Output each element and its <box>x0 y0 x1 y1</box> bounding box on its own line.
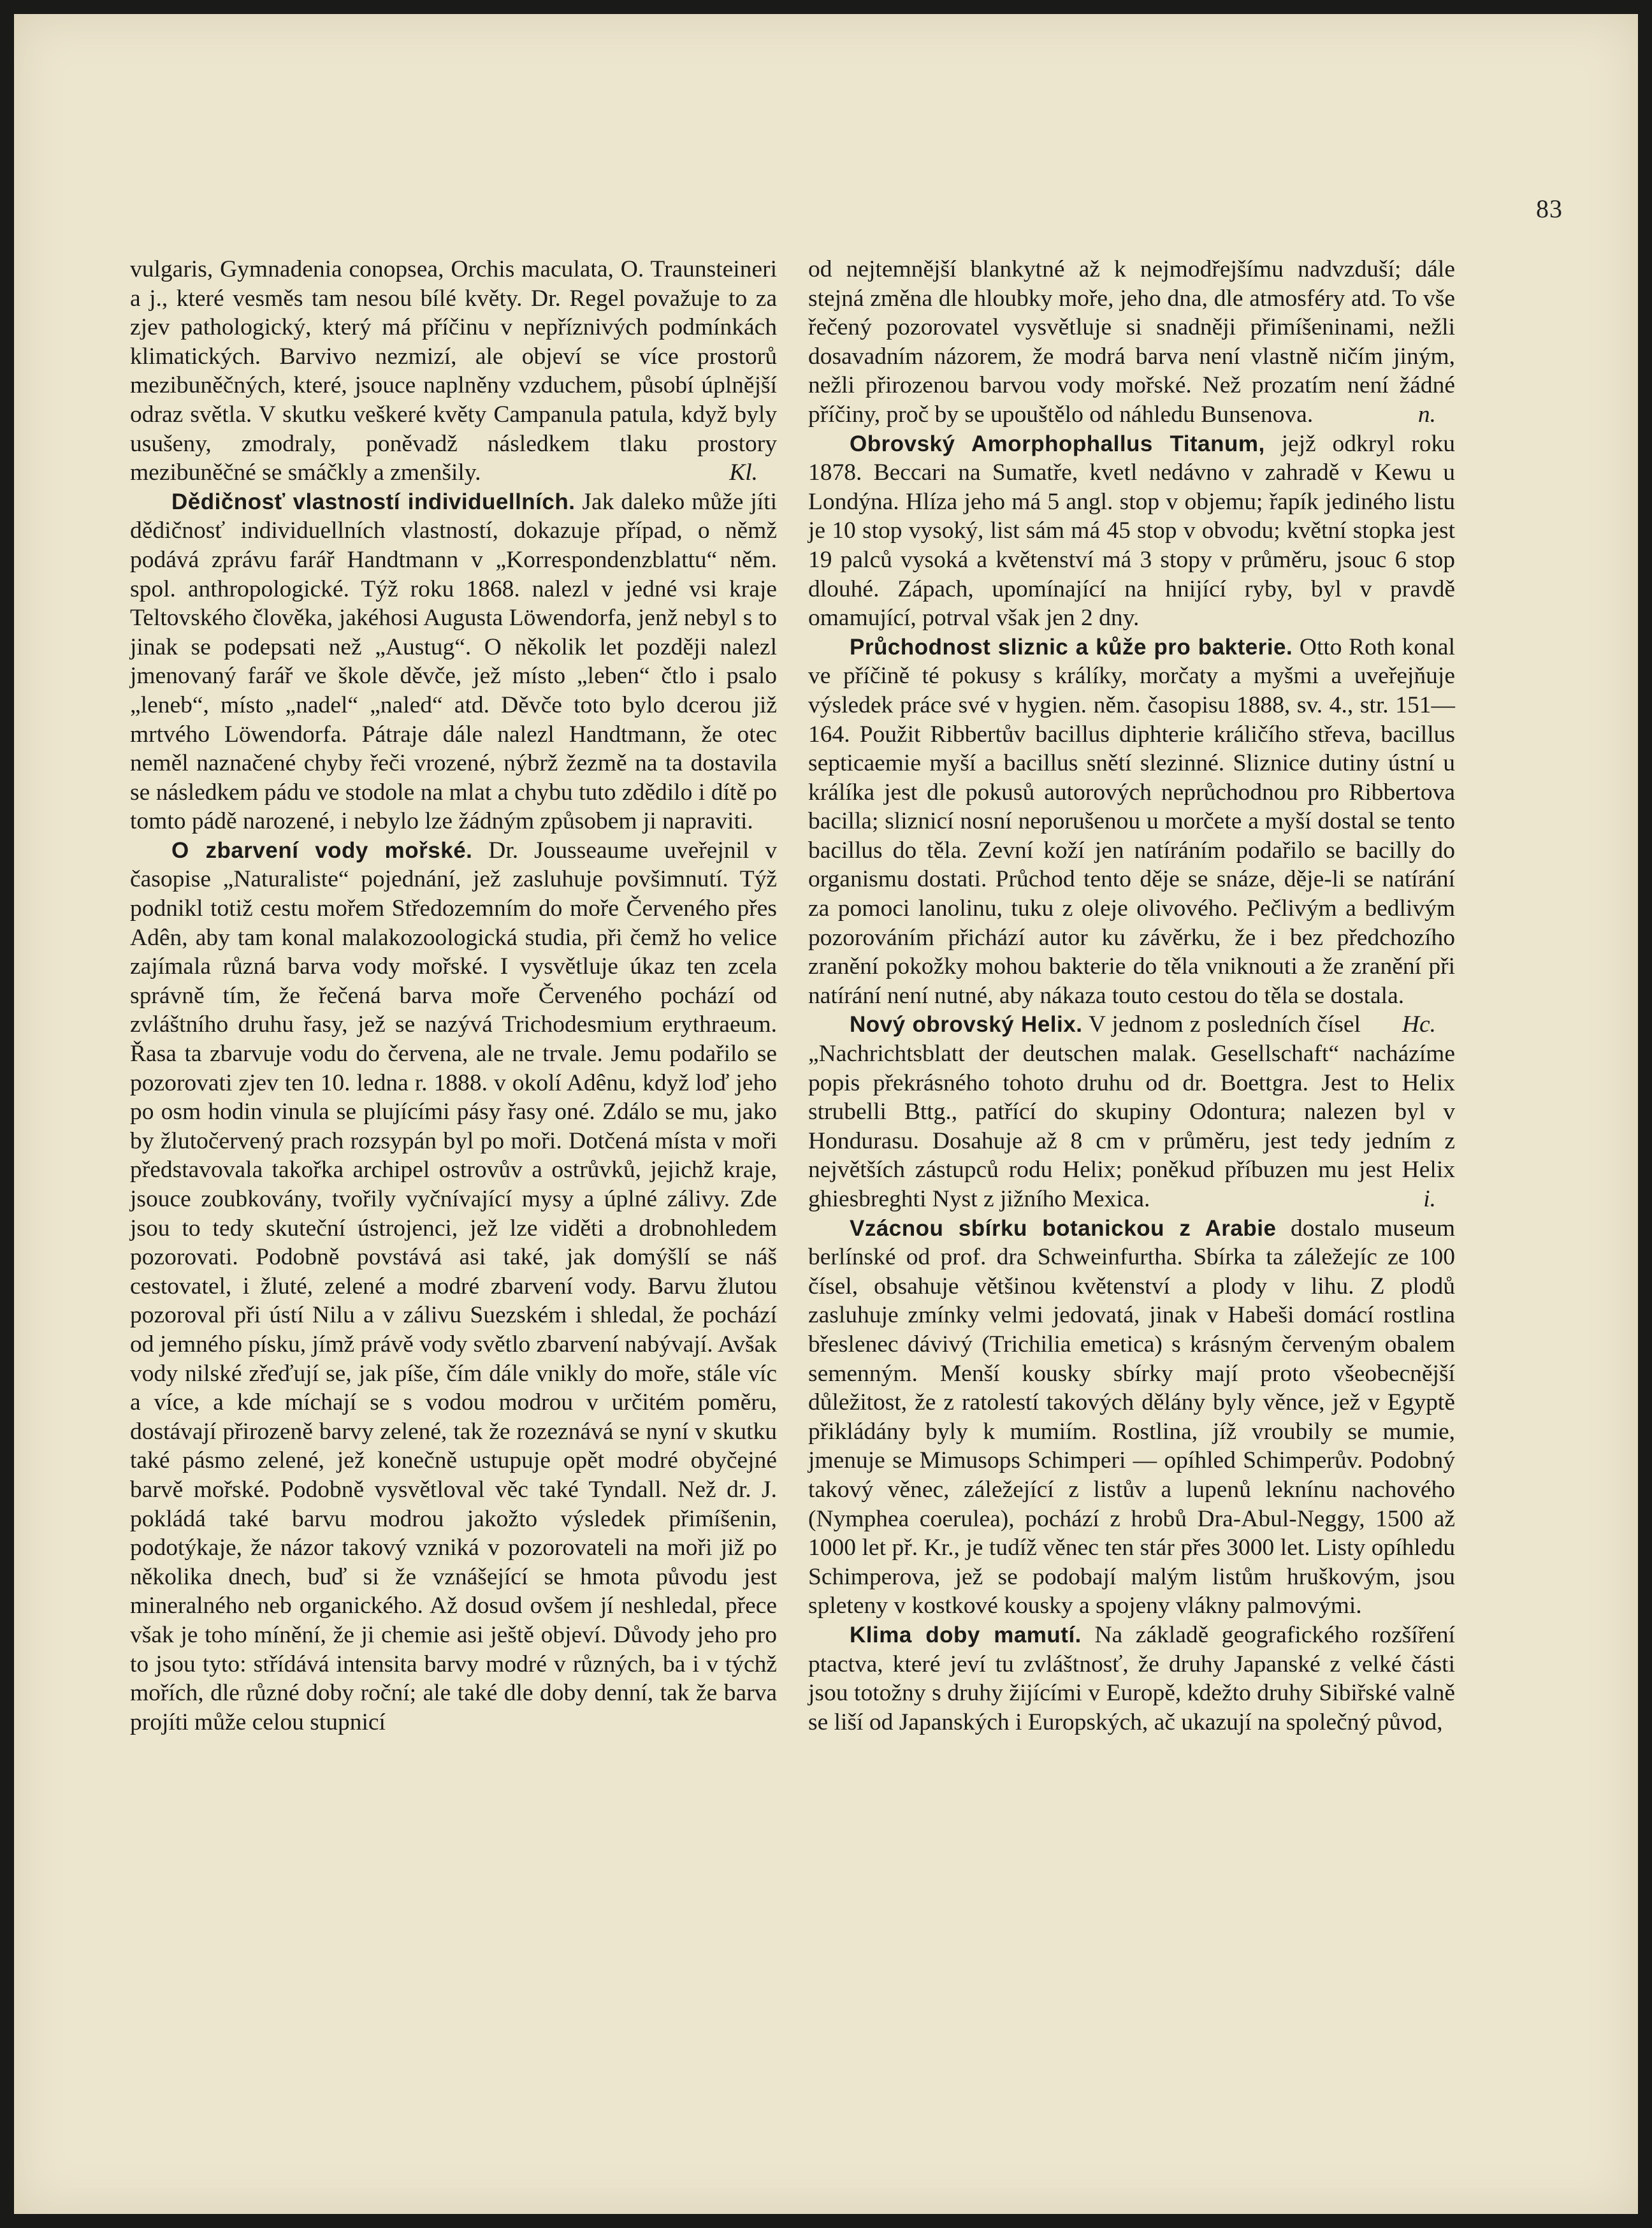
article-heading: O zbarvení vody mořské. <box>171 837 473 863</box>
author-signature: Kl. <box>729 459 758 486</box>
article-text: V jednom z posledních čísel „Nachrichtsblatt der deutschen malak. Gesellschaft“ nacházíme popis překrásného tohoto druhu od dr. Boettgra. Jest to Helix strubelli Bttg., patřící do skupiny Odontura; nalezen byl v Hondurasu. Dosahuje až 8 cm v průměru, jest tedy jedním z největších zástupců rodu Helix; poněkud příbuzen mu jest Helix ghiesbreghti Nyst z jižního Mexica. <box>808 1011 1455 1212</box>
author-signature: n. <box>1417 401 1436 428</box>
article-heading: Klima doby mamutí. <box>850 1622 1082 1647</box>
continuation-paragraph <box>130 255 777 488</box>
article-botanical-collection <box>808 1214 1455 1621</box>
article-sea-color <box>130 836 777 1737</box>
article-mammoth-climate <box>808 1621 1455 1737</box>
document-page <box>14 14 1638 2214</box>
article-heading: Průchodnost sliznic a kůže pro bakterie. <box>850 634 1293 660</box>
author-signature: i. <box>1423 1186 1436 1212</box>
article-helix <box>808 1010 1455 1213</box>
paragraph-text: vulgaris, Gymnadenia conopsea, Orchis maculata, O. Traunsteineri a j., které vesměs tam nesou bílé květy. Dr. Regel považuje to za zjev pathologický, který má příčinu v nepříznivých podmínkách klimatických. Barvivo nezmizí, ale objeví se více prostorů mezibuněčných, které, jsouce naplněny vzduchem, působí úplnější odraz světla. V skutku veškeré květy Campanula patula, když byly usušeny, zmodraly, poněvadž následkem tlaku prostory mezibuněčné se smáčkly a zmenšily. <box>130 256 777 486</box>
article-heading: Nový obrovský Helix. <box>850 1012 1083 1038</box>
continuation-paragraph <box>808 255 1455 430</box>
article-text: jejž odkryl roku 1878. Beccari na Sumatře, kvetl nedávno v zahradě v Kewu u Londýna. Hlíza jeho má 5 angl. stop v objemu; řapík jediného listu je 10 stop vysoký, list sám má 45 stop v obvodu; květní stopka jest 19 palců vysoká a květenství má 3 stopy v průměru, jsouc 6 stop dlouhé. Zápach, upomínající na hnijící ryby, byl v pravdě omamující, potrval však jen 2 dny. <box>808 430 1455 632</box>
article-text: Jak daleko může jíti dědičnosť individuellních vlastností, dokazuje případ, o němž podává zprávu farář Handtmann v „Korrespondenzblattu“ něm. spol. anthropologické. Týž roku 1868. nalezl v jedné vsi kraje Teltovského člověka, jakéhosi Augusta Löwendorfa, jenž nebyl s to jinak se podepsati než „Austug“. O několik let později nalezl jmenovaný farář ve škole děvče, jež místo „leben“ čtlo i psalo „leneb“, místo „nadel“ „naled“ atd. Děvče toto bylo dcerou již mrtvého Löwendorfa. Pátraje dále nalezl Handtmann, že otec neměl naznačené chyby řeči vrozené, nýbrž žezmě na ta dostavila se následkem pádu ve stodole na mlat a chybu tuto zdědilo i dítě po tomto pádě narozené, i nebylo lze žádným způsobem ji napraviti. <box>130 488 778 835</box>
page-number: 83 <box>1536 194 1563 223</box>
left-column <box>130 255 777 1737</box>
article-text: Na základě geografického rozšíření ptactva, které jeví tu zvláštnosť, že druhy Japanské z velké části jsou totožny s druhy žijícími v Europě, kdežto druhy Sibiřské valně se liší od Japanských i Europských, ač ukazují na společný původ, <box>808 1621 1456 1735</box>
article-text: Dr. Jousseaume uveřejnil v časopise „Naturaliste“ pojednání, jež zasluhuje povšimnutí. Týž podnikl totiž cestu mořem Středozemním do moře Červeného přes Adên, aby tam konal malakozoologická studia, při čemž ho velice zajímala různá barva vody mořské. I vysvětluje úkaz ten zcela správně tím, že řečená barva moře Červeného pochází od zvláštního druhu řasy, jež se nazývá Trichodesmium erythraeum. Řasa ta zbarvuje vodu do červena, ale ne trvale. Jemu podařilo se pozorovati zjev ten 10. ledna r. 1888. v okolí Adênu, když loď jeho po osm hodin vinula se plujícími pásy řasy oné. Zdálo se mu, jako by žlutočervený prach rozsypán byl po moři. Dotčená místa v moři představovala takořka archipel ostrovův a ostrůvků, jejichž kraje, jsouce zoubkovány, tvořily vyčnívající mysy a úplné zálivy. Zde jsou to tedy skuteční ústrojenci, jež lze viděti a drobnohledem pozorovati. Podobně povstává asi také, jak domýšlí se náš cestovatel, i žluté, zelené a modré zbarvení vody. Barvu žlutou pozoroval při ústí Nilu a v zálivu Suezském i shledal, že pochází od jemného písku, jímž právě vody světlo zbarvení nabývají. Avšak vody nilské zřeďují se, jak píše, čím dále vnikly do moře, stále víc a více, a kde míchají se s vodou modrou v určitém poměru, dostávají přirozeně barvy zelené, tak že rozeznává se nyní v skutku také pásmo zelené, jež konečně ustupuje opět modré obyčejné barvě mořské. Podobně vysvětloval věc také Tyndall. Než dr. J. pokládá také barvu modrou jakožto výsledek přimíšenin, podotýkaje, že názor takový vzniká v pozorovateli na moři již po několika dnech, buď si že vznášející se hmota původu jest mineralného neb organického. Až dosud ovšem jí neshledal, přece však je toho mínění, že ji chemie asi ještě objeví. Důvody jeho pro to jsou tyto: střídává intensita barvy modré v různých, ba i v týchž mořích, dle různé doby roční; ale také dle doby denní, tak že barva projíti může celou stupnicí <box>130 837 778 1735</box>
article-text: Otto Roth konal ve příčině té pokusy s králíky, morčaty a myšmi a uveřejňuje výsledek práce své v hygien. něm. časopisu 1888, sv. 4., str. 151—164. Použit Ribbertův bacillus diphterie králičího střeva, bacillus septicaemie myší a bacillus snětí slezinné. Sliznice dutiny ústní u králíka jest dle pokusů autorových neprůchodnou pro Ribbertova bacilla; sliznicí nosní neporušenou u morčete a myší dostal se tento bacillus do těla. Zevní koží jen natíráním podařilo se bacilly do organismu dostati. Průchod tento děje se snáze, děje-li se natírání za pomoci lanolinu, tuku z oleje olivového. Pečlivým a bedlivým pozorováním přichází autor ku závěrku, že i bez předchozího zranění pokožky mohou bakterie do těla vniknouti a že zranění při natírání není nutné, aby nákaza touto cestou do těla se dostala. <box>808 633 1455 1009</box>
article-heredity <box>130 488 777 836</box>
article-heading: Obrovský Amorphophallus Titanum, <box>850 431 1265 456</box>
right-column <box>808 255 1455 1737</box>
article-heading: Vzácnou sbírku botanickou z Arabie <box>850 1215 1277 1241</box>
paragraph-text: od nejtemnější blankytné až k nejmodřejšímu nadvzduší; dále stejná změna dle hloubky moře, jeho dna, dle atmosféry atd. To vše řečený pozorovatel vysvětluje si snadněji přimíšeninami, nežli dosavadním názorem, že modrá barva není vlastně ničím jiným, nežli přirozenou barvou vody mořské. Než prozatím není žádné příčiny, proč by se upouštělo od náhledu Bunsenova. <box>808 256 1455 428</box>
article-amorphophallus <box>808 430 1455 633</box>
article-text: dostalo museum berlínské od prof. dra Schweinfurtha. Sbírka ta záležejíc ze 100 čísel, obsahuje většinou květenství a plody v lihu. Z plodů zasluhuje zmínky velmi jedovatá, jinak v Habeši domácí rostlina břeslenec dávivý (Trichilia emetica) s krásným červeným obalem semenným. Menší kousky sbírky mají proto všeobecnější důležitost, že z ratolestí takových dělány byly věnce, jež v Egyptě přikládány byly k mumiím. Rostlina, jíž vroubily se mumie, jmenuje se Mimusops Schimperi — opíhled Schimperův. Podobný takový věnec, záležející z listův a lupenů leknínu nachového (Nymphea coerulea), pochází z hrobů Dra-Abul-Neggy, 1500 až 1000 let př. Kr., je tudíž věnec ten stár přes 3000 let. Listy opíhledu Schimperova, jež se podobají malým listům hruškovým, jsou spleteny v kostkové kousky a spojeny vlákny palmovými. <box>808 1215 1456 1619</box>
author-signature: Hc. <box>1402 1011 1436 1038</box>
article-heading: Dědičnosť vlastností individuellních. <box>171 489 576 514</box>
